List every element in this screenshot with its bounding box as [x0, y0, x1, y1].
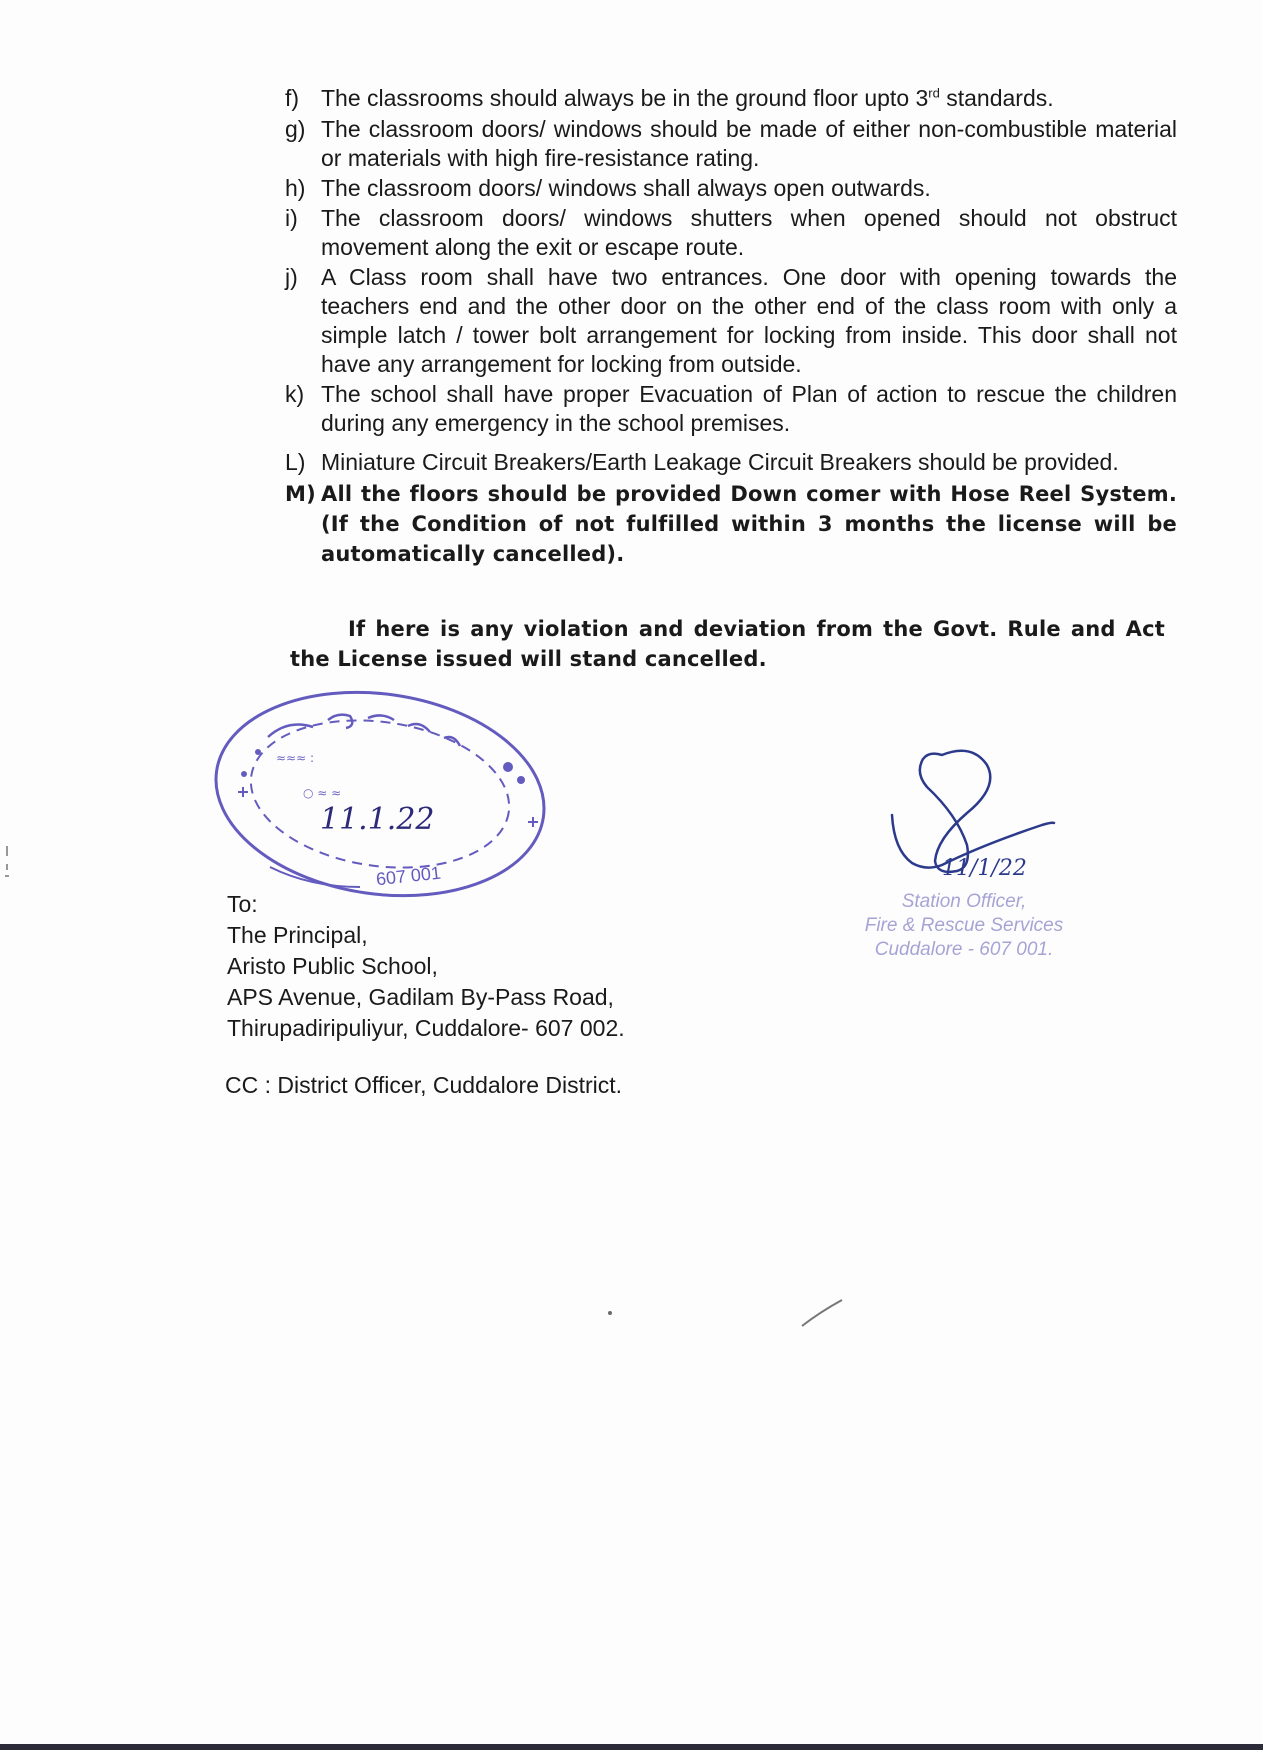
scan-bottom-edge — [0, 1744, 1263, 1750]
address-to-label: To: — [227, 891, 258, 917]
clause-marker: g) — [285, 116, 306, 142]
closing-note: If here is any violation and deviation from the Govt. Rule and Act the License issued will stand cancelled. — [290, 617, 1165, 671]
scan-pen-mark — [800, 1296, 846, 1330]
list-item — [285, 84, 1177, 113]
clause-text: All the floors should be provided Down comer with Hose Reel System. (If the Condition of not fulfilled within 3 months the license will be automatically cancelled). — [321, 482, 1177, 566]
address-line: The Principal, — [227, 922, 368, 948]
clause-superscript: rd — [928, 85, 940, 101]
address-line: Aristo Public School, — [227, 953, 438, 979]
list-item — [285, 115, 1177, 173]
address-line: Thirupadiripuliyur, Cuddalore- 607 002. — [227, 1015, 625, 1041]
clause-text: The classroom doors/ windows should be made of either non-combustible material or materials with high fire-resistance rating. — [321, 116, 1177, 171]
address-line: APS Avenue, Gadilam By-Pass Road, — [227, 984, 614, 1010]
officer-designation-line: Fire & Rescue Services — [864, 915, 1064, 936]
office-seal-stamp — [208, 682, 560, 907]
officer-designation-line: Station Officer, — [901, 891, 1027, 912]
stamp-date-handwritten: 11.1.22 — [320, 802, 435, 837]
list-item — [285, 380, 1177, 438]
scan-margin-mark — [4, 846, 10, 886]
list-item — [285, 448, 1177, 477]
clause-text: Miniature Circuit Breakers/Earth Leakage Circuit Breakers should be provided. — [321, 449, 1119, 475]
clause-marker: j) — [285, 264, 298, 290]
list-item — [285, 174, 1177, 203]
clause-text: The classroom doors/ windows shall always open outwards. — [321, 175, 931, 201]
clause-marker: L) — [285, 449, 306, 475]
clause-marker: M) — [285, 482, 316, 506]
conditions-list — [285, 84, 1177, 569]
clause-marker: i) — [285, 205, 298, 231]
list-item — [285, 204, 1177, 262]
clause-marker: f) — [285, 85, 300, 111]
signature — [872, 745, 1072, 880]
officer-designation-line: Cuddalore - 607 001. — [874, 939, 1054, 960]
copy-to-line: CC : District Officer, Cuddalore District. — [225, 1072, 623, 1098]
clause-text: The classroom doors/ windows shutters when opened should not obstruct movement along the exit or escape route. — [321, 205, 1177, 260]
clause-marker: k) — [285, 381, 305, 407]
clause-text: The classrooms should always be in the ground floor upto 3 — [321, 85, 929, 111]
svg-text:○ ≈ ≈: ○ ≈ ≈ — [303, 786, 342, 800]
list-item — [285, 263, 1177, 379]
svg-text:≈≈≈ :: ≈≈≈ : — [276, 751, 315, 765]
signature-date-handwritten: 11/1/22 — [942, 856, 1027, 880]
officer-designation-stamp — [824, 890, 1104, 962]
clause-text: A Class room shall have two entrances. One door with opening towards the teachers end and the other door on the other end of the class room with only a simple latch / tower bolt arrangement for locking from inside. This door shall not have any arrangement for locking from outside. — [321, 264, 1177, 377]
scan-speck — [608, 1311, 612, 1315]
clause-text-end: standards. — [939, 85, 1054, 111]
clause-marker: h) — [285, 175, 306, 201]
clause-text: The school shall have proper Evacuation of Plan of action to rescue the children during any emergency in the school premises. — [321, 381, 1177, 436]
recipient-address — [227, 889, 625, 1044]
list-item — [285, 479, 1177, 569]
stamp-pin: 607 001 — [375, 862, 442, 890]
